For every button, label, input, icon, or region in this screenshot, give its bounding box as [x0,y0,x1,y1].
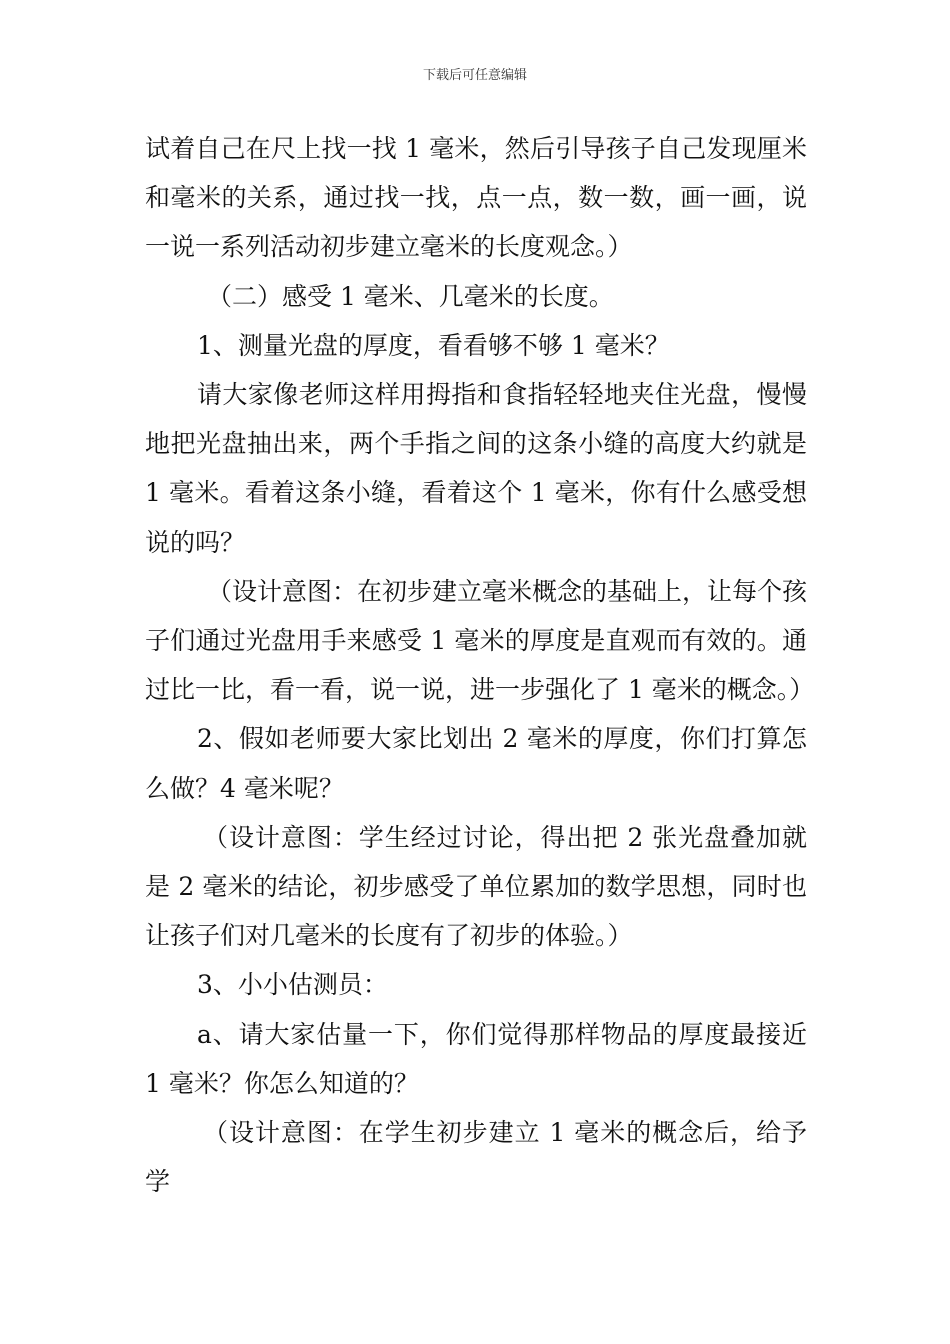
paragraph-9: a、请大家估量一下，你们觉得那样物品的厚度最接近 1 毫米？你怎么知道的？ [145,1019,807,1098]
paragraph-7: （设计意图：学生经过讨论，得出把 2 张光盘叠加就是 2 毫米的结论，初步感受了单位累加的数学思想，同时也让孩子们对几毫米的长度有了初步的体验。） [145,822,807,951]
paragraph-10: （设计意图：在学生初步建立 1 毫米的概念后，给予学 [145,1118,807,1197]
paragraph-2: （二）感受 1 毫米、几毫米的长度。 [207,281,614,311]
page-header: 下载后可任意编辑 [422,68,527,83]
paragraph-8: 3、小小估测员： [197,970,388,1000]
paragraph-4: 请大家像老师这样用拇指和食指轻轻地夹住光盘，慢慢地把光盘抽出来，两个手指之间的这条小缝的高度大约就是 1 毫米。看着这条小缝，看着这个 1 毫米，你有什么感受想说的吗？ [145,380,807,557]
paragraph-1: 试着自己在尺上找一找 1 毫米，然后引导孩子自己发现厘米和毫米的关系，通过找一找，点一点，数一数，画一画，说一说一系列活动初步建立毫米的长度观念。） [145,134,807,262]
document-body [145,124,815,1206]
paragraph-6: 2、假如老师要大家比划出 2 毫米的厚度，你们打算怎么做？4 毫米呢？ [145,724,807,803]
paragraph-3: 1、测量光盘的厚度，看看够不够 1 毫米？ [197,330,670,360]
paragraph-5: （设计意图：在初步建立毫米概念的基础上，让每个孩子们通过光盘用手来感受 1 毫米的厚度是直观而有效的。通过比一比，看一看，说一说，进一步强化了 1 毫米的概念。） [145,576,815,705]
